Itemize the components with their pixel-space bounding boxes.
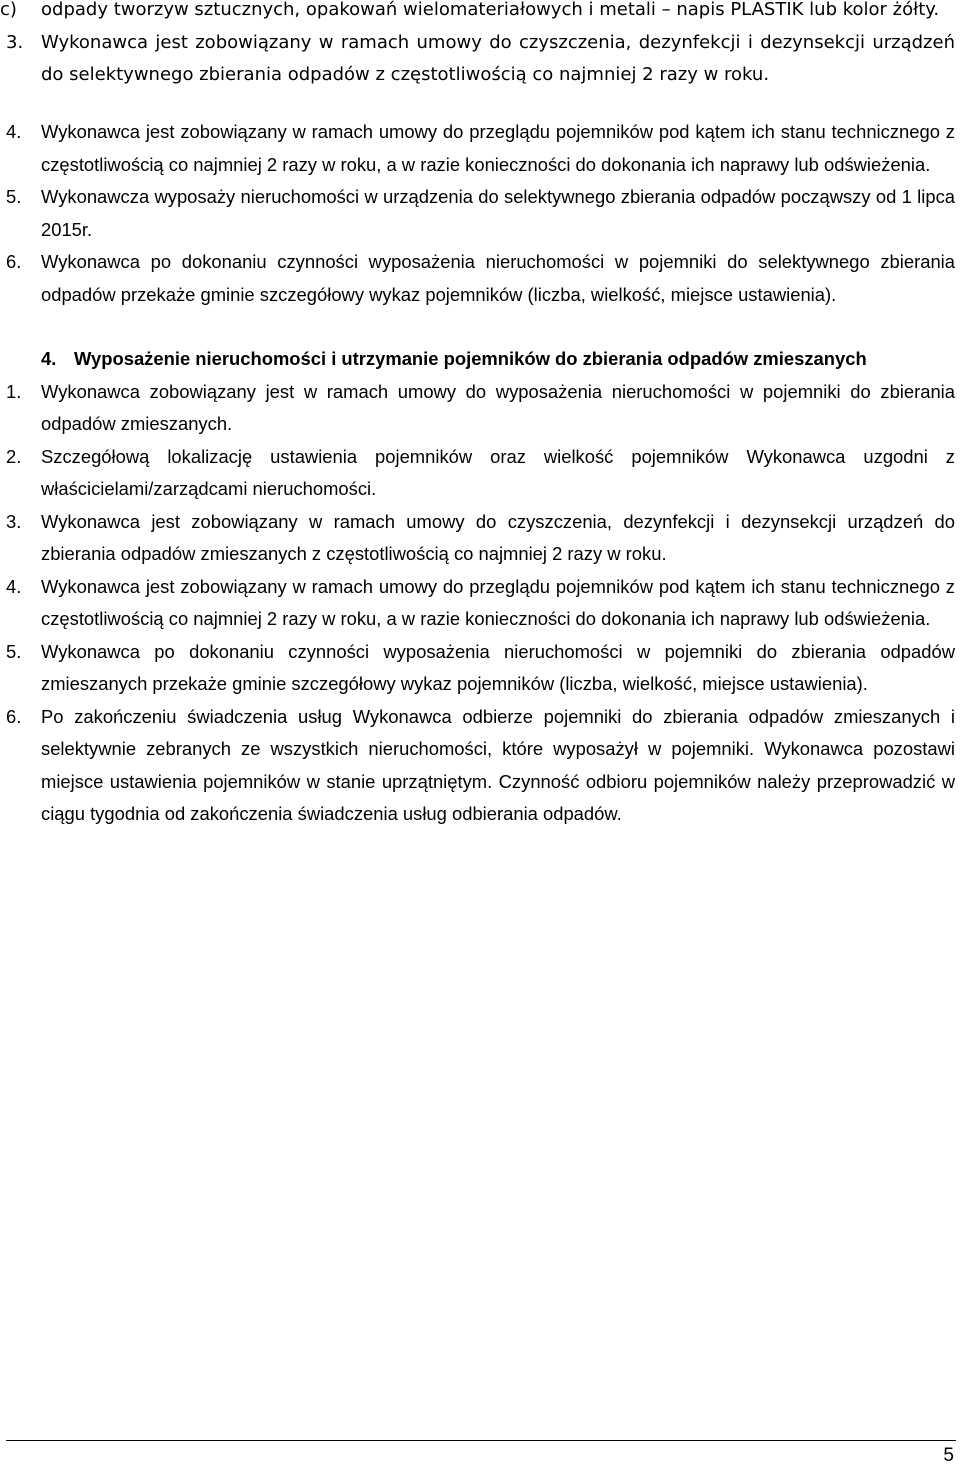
list-item-text: Wykonawca jest zobowiązany w ramach umowy do przeglądu pojemników pod kątem ich stanu technicznego z częstotliwością co najmniej 2 razy w roku, a w razie konieczności do dokonania ich naprawy lub odświeżenia.	[41, 121, 955, 175]
list-item	[0, 701, 955, 831]
list-item-number: 4.	[6, 121, 22, 142]
list-item-text: Po zakończeniu świadczenia usług Wykonawca odbierze pojemniki do zbierania odpadów zmieszanych i selektywnie zebranych ze wszystkich nieruchomości, które wyposażył w pojemniki. Wykonawca pozostawi miejsce ustawienia pojemników w stanie uprzątniętym. Czynność odbioru pojemników należy przeprowadzić w ciągu tygodnia od zakończenia świadczenia usług odbierania odpadów.	[41, 705, 955, 824]
list-item	[0, 441, 955, 506]
footer-divider	[6, 1440, 956, 1441]
list-item-text: odpady tworzyw sztucznych, opakowań wielomateriałowych i metali – napis PLASTIK lub kolor żółty.	[41, 0, 940, 20]
list-item	[0, 0, 955, 27]
list-item-number: 3.	[6, 31, 24, 53]
section-heading-text: Wyposażenie nieruchomości i utrzymanie pojemników do zbierania odpadów zmieszanych	[74, 348, 867, 369]
list-item-text: Wykonawca po dokonaniu czynności wyposażenia nieruchomości w pojemniki do zbierania odpadów zmieszanych przekaże gminie szczegółowy wykaz pojemników (liczba, wielkość, miejsce ustawienia).	[41, 640, 955, 694]
list-item-number: 6.	[6, 705, 22, 727]
list-item-text: Wykonawca po dokonaniu czynności wyposażenia nieruchomości w pojemniki do selektywnego zbierania odpadów przekaże gminie szczegółowy wykaz pojemników (liczba, wielkość, miejsce ustawienia).	[41, 251, 955, 305]
list-item	[0, 506, 955, 571]
list-item	[0, 636, 955, 701]
list-item-number: 1.	[6, 380, 22, 402]
top-text-block	[0, 0, 955, 92]
list-item-text: Szczegółową lokalizację ustawienia pojemników oraz wielkość pojemników Wykonawca uzgodni z właścicielami/zarządcami nieruchomości.	[41, 445, 955, 499]
main-text-block	[0, 116, 955, 831]
list-item	[0, 181, 955, 246]
list-item-number: 2.	[6, 445, 22, 467]
list-item-number: 3.	[6, 510, 22, 532]
section-heading	[0, 343, 955, 376]
list-item-number: 4.	[6, 575, 22, 597]
list-item	[0, 116, 955, 181]
list-item	[0, 27, 955, 92]
list-item-text: Wykonawca zobowiązany jest w ramach umowy do wyposażenia nieruchomości w pojemniki do zbierania odpadów zmieszanych.	[41, 380, 955, 434]
list-item-text: Wykonawca jest zobowiązany w ramach umowy do przeglądu pojemników pod kątem ich stanu technicznego z częstotliwością co najmniej 2 razy w roku, a w razie konieczności do dokonania ich naprawy lub odświeżenia.	[41, 575, 955, 629]
page-number: 5	[943, 1445, 954, 1466]
list-item-number: 5.	[6, 640, 22, 662]
list-item-number: c)	[0, 0, 17, 20]
list-item	[0, 246, 955, 311]
section-heading-number: 4.	[41, 348, 57, 369]
list-item-text: Wykonawca jest zobowiązany w ramach umowy do czyszczenia, dezynfekcji i dezynsekcji urządzeń do selektywnego zbierania odpadów z częstotliwością co najmniej 2 razy w roku.	[41, 31, 955, 85]
list-item-text: Wykonawca jest zobowiązany w ramach umowy do czyszczenia, dezynfekcji i dezynsekcji urządzeń do zbierania odpadów zmieszanych z częstotliwością co najmniej 2 razy w roku.	[41, 510, 955, 564]
list-item-number: 6.	[6, 251, 22, 272]
list-item-text: Wykonawcza wyposaży nieruchomości w urządzenia do selektywnego zbierania odpadów począwszy od 1 lipca 2015r.	[41, 186, 955, 240]
list-item-number: 5.	[6, 186, 22, 207]
list-item	[0, 571, 955, 636]
list-item	[0, 376, 955, 441]
